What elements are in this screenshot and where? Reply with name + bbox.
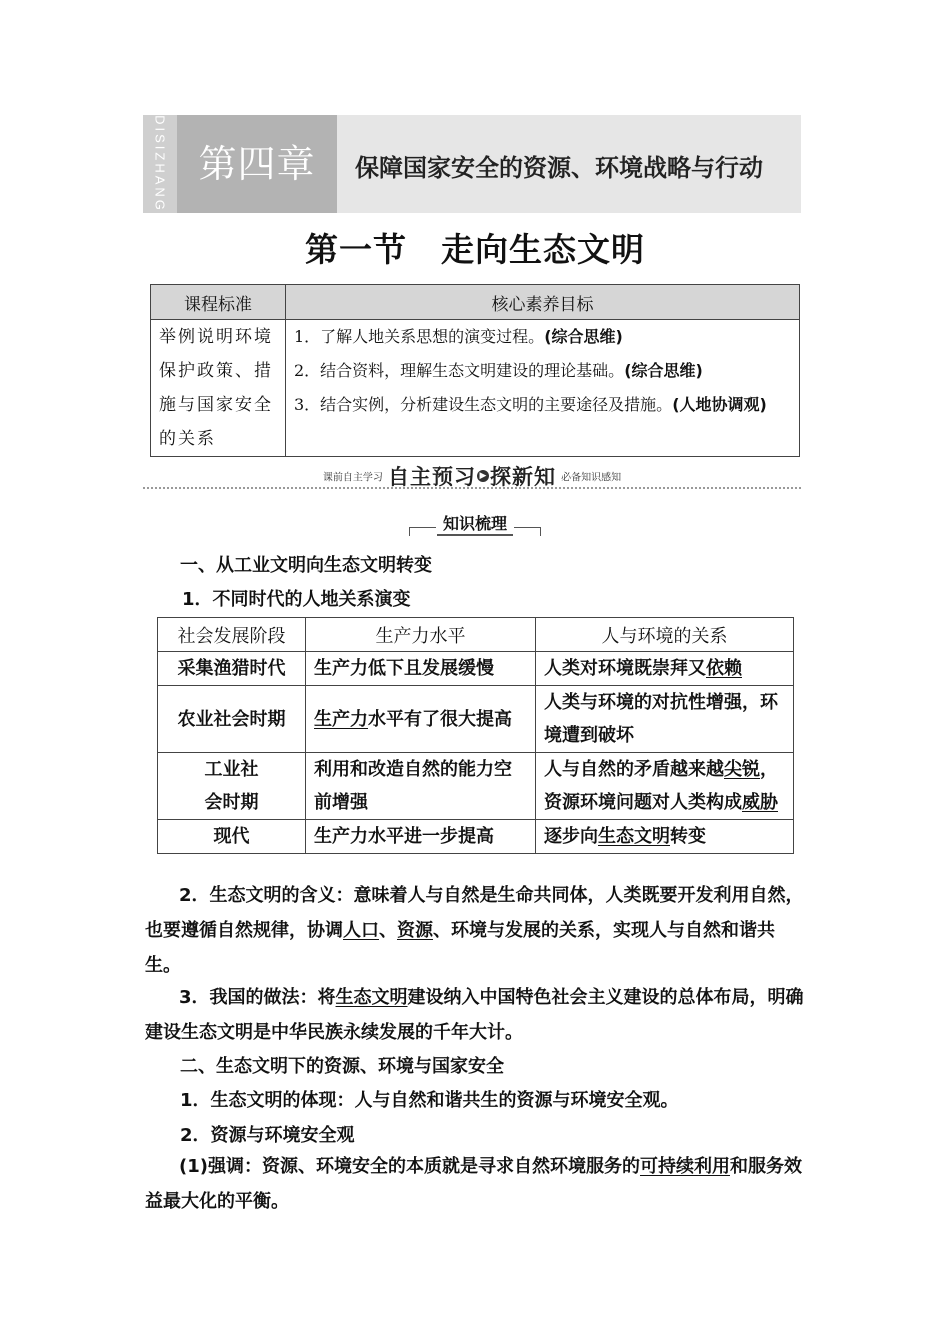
era-header-relation: 人与环境的关系 <box>536 618 794 652</box>
preview-band <box>143 459 801 491</box>
table-row: 现代 生产力水平进一步提高 逐步向生态文明转变 <box>158 820 794 854</box>
arrow-icon: ▶ <box>477 470 489 482</box>
section-title: 第一节 走向生态文明 <box>305 230 645 269</box>
chapter-banner <box>143 115 801 213</box>
part1-heading: 一、从工业文明向生态文明转变 <box>180 555 432 576</box>
banner-side-strip <box>143 115 177 213</box>
table-row: 工业社会时期 利用和改造自然的能力空前增强 人与自然的矛盾越来越尖锐，资源环境问题对人类构成威胁 <box>158 753 794 820</box>
table-header-row <box>158 618 794 652</box>
preview-left-label: 课前自主学习 <box>322 472 383 484</box>
standards-header-row <box>151 285 800 320</box>
preview-right-label: 必备知识感知 <box>561 472 622 484</box>
part2-item2: 2．资源与环境安全观 <box>180 1125 355 1146</box>
knowledge-label: 知识梳理 <box>0 511 950 536</box>
table-row: 采集渔猎时代 生产力低下且发展缓慢 人类对环境既崇拜又依赖 <box>158 652 794 686</box>
era-header-stage: 社会发展阶段 <box>158 618 306 652</box>
paragraph-china-practice: 3．我国的做法：将生态文明建设纳入中国特色社会主义建设的总体布局，明确建设生态文明是中华民族永续发展的千年大计。 <box>145 987 804 1043</box>
standards-table <box>150 284 800 457</box>
era-table <box>157 617 794 854</box>
standards-header-left: 课程标准 <box>151 285 286 320</box>
standard-text: 举例说明环境保护政策、措施与国家安全的关系 <box>151 320 286 457</box>
banner-side-text: DISIZHANG <box>152 115 168 213</box>
goal-item: 2．结合资料，理解生态文明建设的理论基础。(综合思维) <box>294 361 703 380</box>
part2-heading: 二、生态文明下的资源、环境与国家安全 <box>180 1056 504 1077</box>
preview-main-2: 探新知 <box>490 465 556 489</box>
dotted-divider <box>143 487 801 489</box>
chapter-title: 保障国家安全的资源、环境战略与行动 <box>355 153 763 182</box>
goal-item: 1．了解人地关系思想的演变过程。(综合思维) <box>294 327 623 346</box>
table-row: 农业社会时期 生产力水平有了很大提高 人类与环境的对抗性增强，环境遭到破坏 <box>158 686 794 753</box>
part1-sub1: 1．不同时代的人地关系演变 <box>182 589 411 610</box>
preview-main-1: 自主预习 <box>388 465 476 489</box>
era-header-level: 生产力水平 <box>306 618 536 652</box>
standards-body-row <box>151 320 800 457</box>
goals-cell <box>286 320 800 457</box>
chapter-number: 第四章 <box>177 115 337 213</box>
paragraph-security-emphasis: (1)强调：资源、环境安全的本质就是寻求自然环境服务的可持续利用和服务效益最大化的平衡。 <box>145 1156 802 1212</box>
part2-item1: 1．生态文明的体现：人与自然和谐共生的资源与环境安全观。 <box>180 1090 679 1111</box>
paragraph-ecological-meaning: 2．生态文明的含义：意味着人与自然是生命共同体，人类既要开发利用自然，也要遵循自然规律，协调人口、资源、环境与发展的关系，实现人与自然和谐共生。 <box>145 885 804 976</box>
goal-item: 3．结合实例，分析建设生态文明的主要途径及措施。(人地协调观) <box>294 395 767 414</box>
standards-header-right: 核心素养目标 <box>286 285 800 320</box>
